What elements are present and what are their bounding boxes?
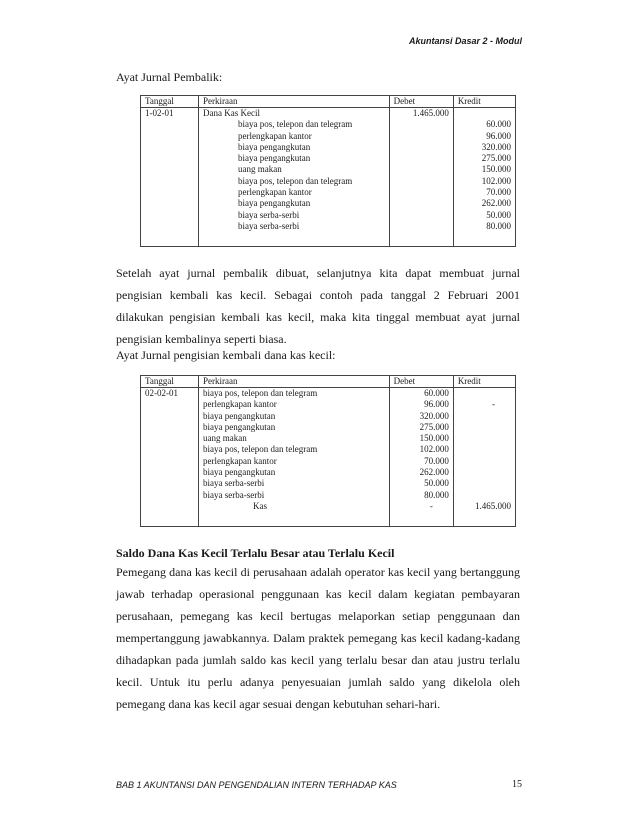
account-name: biaya serba-serbi xyxy=(203,478,265,489)
account-name: biaya pos, telepon dan telegram xyxy=(203,444,318,455)
running-header: Akuntansi Dasar 2 - Modul xyxy=(408,36,522,46)
table-header-row xyxy=(141,96,516,108)
credit-cell xyxy=(453,388,515,527)
col-header-date: Tanggal xyxy=(141,96,199,108)
credit-amount: 60.000 xyxy=(486,119,511,130)
account-name: biaya pengangkutan xyxy=(203,410,276,421)
entry-date-cell xyxy=(141,388,199,527)
credit-amount: 275.000 xyxy=(481,153,511,164)
refill-journal-table xyxy=(140,375,516,527)
debit-amount: 50.000 xyxy=(424,478,449,489)
col-header-account: Perkiraan xyxy=(199,96,390,108)
debit-amount: 262.000 xyxy=(419,467,449,478)
debit-amount: 70.000 xyxy=(424,455,449,466)
credit-amount: 70.000 xyxy=(486,187,511,198)
debit-amount: 102.000 xyxy=(419,444,449,455)
account-name: perlengkapan kantor xyxy=(203,399,277,410)
entry-date-cell xyxy=(141,108,199,247)
col-header-date: Tanggal xyxy=(141,376,199,388)
debit-amount: - xyxy=(429,500,433,511)
credit-amount xyxy=(458,478,511,489)
debit-amount: 1.465.000 xyxy=(412,108,449,118)
credit-amount xyxy=(458,444,511,455)
account-cell xyxy=(199,108,390,247)
account-cell xyxy=(199,388,390,527)
paragraph-petty-cash-holder: Pemegang dana kas kecil di perusahaan adalah operator kas kecil yang bertanggung jawab terhadap operasional penggunaan kas kecil dalam kegiatan pembayaran perusahaan, pemegang kas kecil bertugas melaporkan setiap penggunaan dan mempertanggung jawabkannya. Dalam praktek pemegang kas kecil kadang-kadang dihadapkan pada jumlah saldo kas kecil yang terlalu besar dan atau justru terlalu kecil. Untuk itu perlu adanya penyesuaian jumlah saldo yang dikelola oleh pemegang dana kas kecil agar sesuai dengan kebutuhan sehari-hari. xyxy=(116,565,520,711)
table-row xyxy=(141,108,516,247)
col-header-credit: Kredit xyxy=(453,376,515,388)
credit-amount xyxy=(458,490,511,501)
account-name: uang makan xyxy=(203,433,247,444)
page-number: 15 xyxy=(512,779,522,790)
account-name: biaya pos, telepon dan telegram xyxy=(238,175,353,186)
account-name: biaya pengangkutan xyxy=(238,141,311,152)
paragraph-refill-intro: Setelah ayat jurnal pembalik dibuat, selanjutnya kita dapat membuat jurnal pengisian kembali kas kecil. Sebagai contoh pada tanggal 2 Februari 2001 dilakukan pengisian kembali kas kecil, maka kita tinggal membuat ayat jurnal pengisian kembalinya seperti biasa. xyxy=(116,266,520,346)
credit-amount: 50.000 xyxy=(486,209,511,220)
account-name: biaya pengangkutan xyxy=(203,421,276,432)
credit-amount xyxy=(458,411,511,422)
credit-amount: - xyxy=(492,399,495,410)
account-name: biaya serba-serbi xyxy=(203,489,265,500)
entry-date: 02-02-01 xyxy=(145,388,178,398)
credit-amount xyxy=(458,467,511,478)
credit-amount: 320.000 xyxy=(481,141,511,152)
debit-cell xyxy=(389,108,453,247)
debit-amount: 96.000 xyxy=(424,399,449,410)
col-header-credit: Kredit xyxy=(453,96,515,108)
debit-amount: 320.000 xyxy=(419,410,449,421)
table-header-row xyxy=(141,376,516,388)
credit-amount xyxy=(458,422,511,433)
credit-amount xyxy=(458,456,511,467)
account-name: biaya pos, telepon dan telegram xyxy=(203,388,318,398)
debit-cell xyxy=(389,388,453,527)
account-name: perlengkapan kantor xyxy=(238,187,312,198)
debit-amount: 80.000 xyxy=(424,489,449,500)
credit-amount: 80.000 xyxy=(486,220,511,231)
account-name: biaya pengangkutan xyxy=(203,467,276,478)
account-name: biaya pengangkutan xyxy=(238,198,311,209)
debit-amount: 150.000 xyxy=(419,433,449,444)
debit-amount: 275.000 xyxy=(419,421,449,432)
reversing-journal-table xyxy=(140,95,516,247)
refill-entry-label: Ayat Jurnal pengisian kembali dana kas kecil: xyxy=(116,348,336,362)
credit-amount xyxy=(458,108,511,119)
account-name: perlengkapan kantor xyxy=(238,130,312,141)
credit-amount: 150.000 xyxy=(481,164,511,175)
col-header-debit: Debet xyxy=(389,376,453,388)
credit-amount: 96.000 xyxy=(486,130,511,141)
credit-amount xyxy=(458,433,511,444)
footer-chapter-title: BAB 1 AKUNTANSI DAN PENGENDALIAN INTERN TERHADAP KAS xyxy=(116,780,397,790)
credit-amount: 102.000 xyxy=(481,175,511,186)
account-name: biaya serba-serbi xyxy=(238,220,300,231)
col-header-account: Perkiraan xyxy=(199,376,390,388)
debit-amount: 60.000 xyxy=(424,388,449,398)
credit-cell xyxy=(453,108,515,247)
account-name: uang makan xyxy=(238,164,282,175)
col-header-debit: Debet xyxy=(389,96,453,108)
reversing-entry-label: Ayat Jurnal Pembalik: xyxy=(116,70,223,84)
account-name: biaya pos, telepon dan telegram xyxy=(238,119,353,130)
credit-amount: 262.000 xyxy=(481,198,511,209)
account-name: Dana Kas Kecil xyxy=(203,108,260,118)
account-name: biaya serba-serbi xyxy=(238,209,300,220)
credit-amount: 1.465.000 xyxy=(475,500,511,511)
section-heading: Saldo Dana Kas Kecil Terlalu Besar atau Terlalu Kecil xyxy=(116,546,395,560)
account-name: Kas xyxy=(253,500,267,511)
account-name: biaya pengangkutan xyxy=(238,153,311,164)
entry-date: 1-02-01 xyxy=(145,108,174,118)
account-name: perlengkapan kantor xyxy=(203,455,277,466)
table-row xyxy=(141,388,516,527)
credit-amount xyxy=(458,388,511,399)
